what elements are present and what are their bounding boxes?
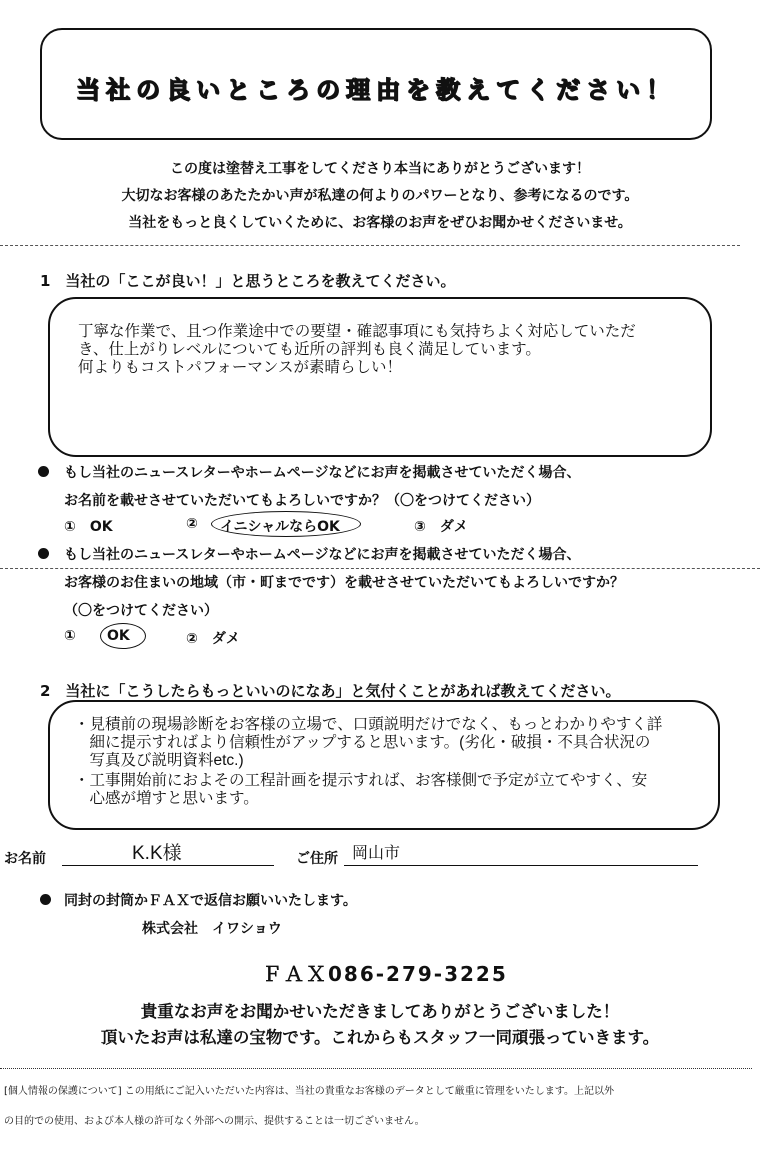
- answer-2-line-1: ・見積前の現場診断をお客様の立場で、口頭説明だけでなく、もっとわかりやすく詳: [74, 716, 663, 733]
- address-field[interactable]: 岡山市: [352, 845, 401, 862]
- name-field-line: [62, 865, 274, 866]
- consent-1-option-2-number: ②: [186, 516, 198, 532]
- consent-2-option-ok[interactable]: OK: [107, 628, 130, 644]
- consent-2-line-2: お客様のお住まいの地域（市・町までです）を載せさせていただいてもよろしいですか？: [64, 575, 624, 591]
- intro-line-2: 大切なお客様のあたたかい声が私達の何よりのパワーとなり、参考になるのです。: [121, 188, 639, 204]
- intro-line-3: 当社をもっと良くしていくために、お客様のお声をぜひお聞かせくださいませ。: [128, 215, 632, 231]
- fax-number: ＦＡＸ086-279-3225: [262, 962, 508, 986]
- consent-2-option-no[interactable]: ② ダメ: [186, 631, 240, 647]
- consent-1-option-no[interactable]: ③ ダメ: [414, 519, 468, 535]
- thanks-line-1: 貴重なお声をお聞かせいただきましてありがとうございました！: [140, 1002, 620, 1021]
- divider: [0, 1068, 752, 1069]
- consent-1-option-initials[interactable]: イニシャルならOK: [220, 519, 340, 535]
- name-field[interactable]: K.K様: [132, 843, 182, 864]
- address-field-line: [344, 865, 698, 866]
- divider: [0, 568, 760, 569]
- privacy-line-2: の目的での使用、および本人様の許可なく外部への開示、提供することは一切ございません。: [4, 1116, 425, 1127]
- question-2-label: 2 当社に「こうしたらもっといいのになあ」と気付くことがあれば教えてください。: [40, 682, 621, 700]
- answer-1-line-2: き、仕上がりレベルについても近所の評判も良く満足しています。: [78, 341, 541, 358]
- bullet-icon: [38, 548, 49, 559]
- question-1-label: 1 当社の「ここが良い！」と思うところを教えてください。: [40, 272, 456, 290]
- answer-2-line-4: ・工事開始前におよその工程計画を提示すれば、お客様側で予定が立てやすく、安: [74, 772, 648, 789]
- bullet-icon: [38, 466, 49, 477]
- divider: [0, 245, 740, 246]
- answer-1-line-3: 何よりもコストパフォーマンスが素晴らしい！: [78, 359, 402, 376]
- answer-2-line-3: 写真及び説明資料etc.): [74, 752, 244, 769]
- answer-2-line-2: 細に提示すればより信頼性がアップすると思います。(劣化・破損・不具合状況の: [74, 734, 651, 751]
- address-label: ご住所: [296, 851, 338, 867]
- answer-2-line-5: 心感が増すと思います。: [74, 790, 259, 807]
- consent-1-line-2: お名前を載せさせていただいてもよろしいですか？（〇をつけてください）: [64, 493, 540, 509]
- page-title: 当社の良いところの理由を教えてください！: [76, 76, 676, 104]
- intro-line-1: この度は塗替え工事をしてくださり本当にありがとうございます！: [170, 161, 590, 177]
- name-label: お名前: [4, 851, 46, 867]
- privacy-line-1: [個人情報の保護について] この用紙にご記入いただいた内容は、当社の貴重なお客様のデータとして厳重に管理をいたします。上記以外: [4, 1086, 614, 1097]
- consent-1-option-ok[interactable]: ① OK: [64, 519, 113, 535]
- return-note: 同封の封筒かＦＡＸで返信お願いいたします。: [64, 893, 357, 909]
- consent-2-line-1: もし当社のニュースレターやホームページなどにお声を掲載させていただく場合、: [64, 547, 581, 563]
- answer-1-box: [48, 297, 712, 457]
- thanks-line-2: 頂いたお声は私達の宝物です。これからもスタッフ一同頑張っていきます。: [100, 1028, 660, 1047]
- company-name: 株式会社 イワショウ: [142, 921, 282, 937]
- consent-2-line-3: （〇をつけてください）: [64, 603, 218, 619]
- consent-2-option-1-number: ①: [64, 628, 76, 644]
- answer-1-line-1: 丁寧な作業で、且つ作業途中での要望・確認事項にも気持ちよく対応していただ: [78, 323, 636, 340]
- consent-1-line-1: もし当社のニュースレターやホームページなどにお声を掲載させていただく場合、: [64, 465, 581, 481]
- bullet-icon: [40, 894, 51, 905]
